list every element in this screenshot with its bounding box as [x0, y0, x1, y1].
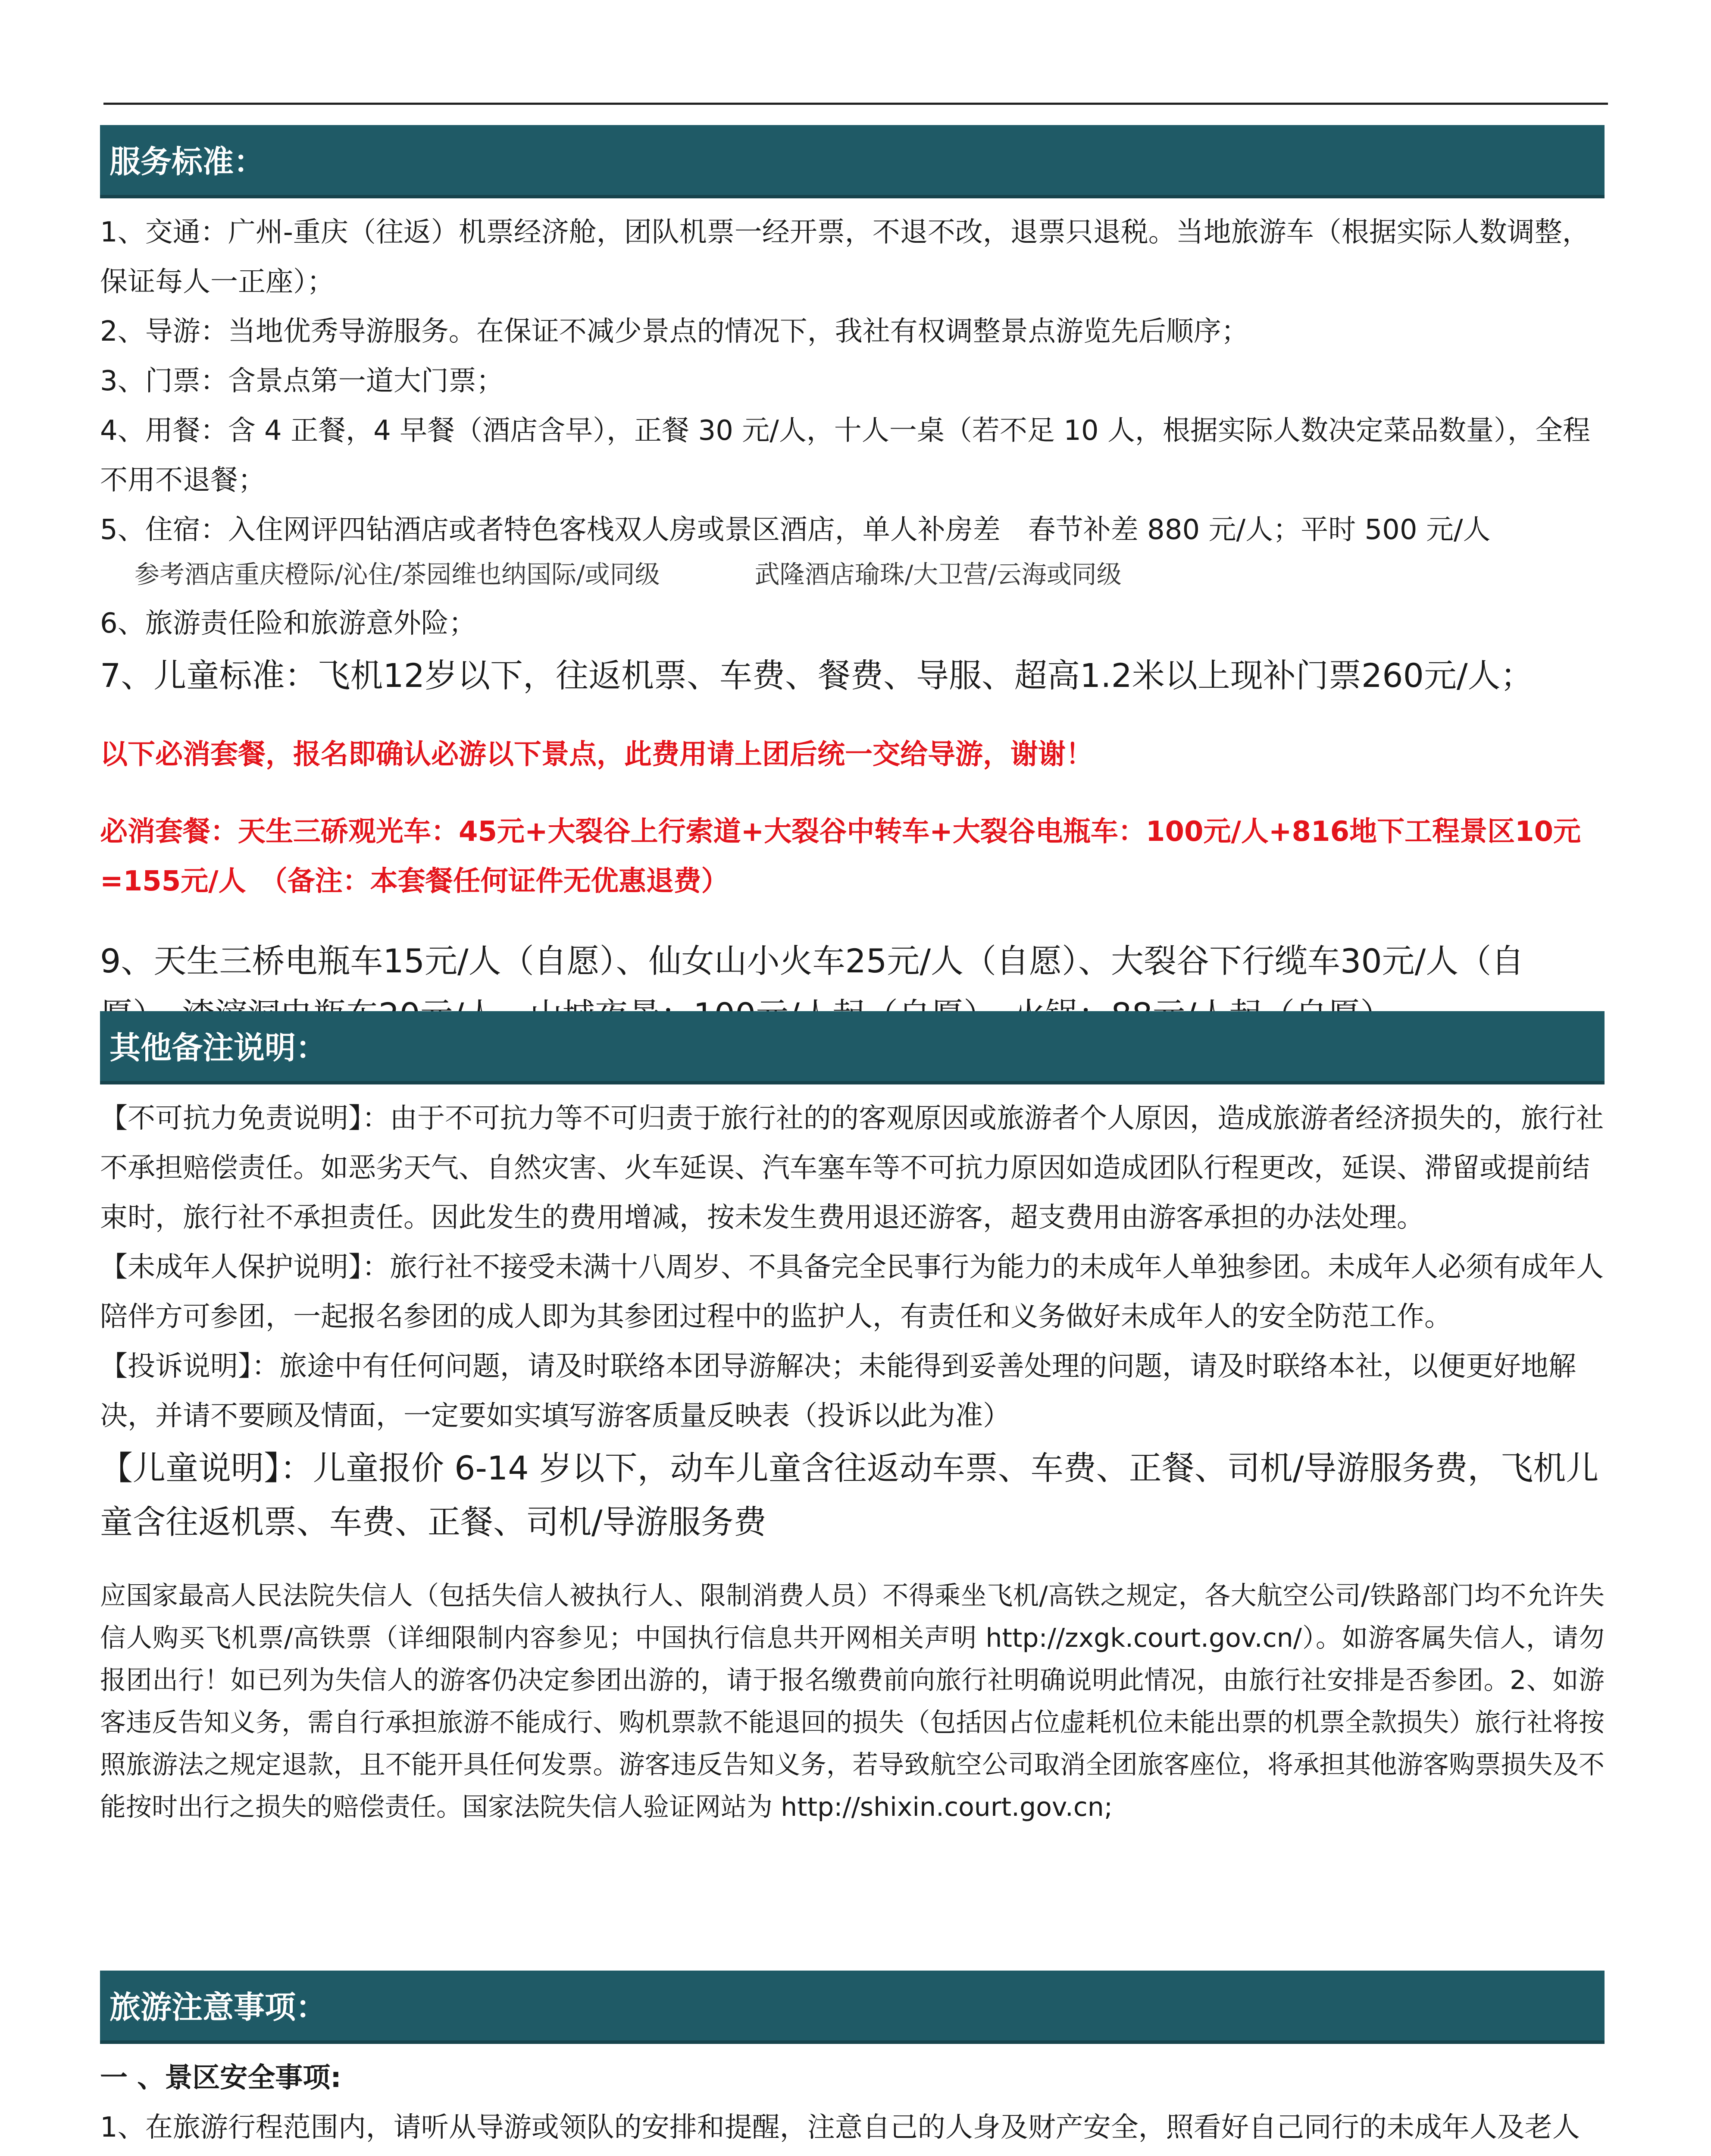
note-minor-protection: 【未成年人保护说明】：旅行社不接受未满十八周岁、不具备完全民事行为能力的未成年人单独参团。未成年人必须有成年人陪伴方可参团，一起报名参团的成人即为其参团过程中的监护人，有责任和义务做好未成年人的安全防范工作。 — [100, 1251, 1604, 1333]
service-item-transport: 1、交通：广州-重庆（往返）机票经济舱，团队机票一经开票，不退不改，退票只退税。当地旅游车（根据实际人数调整，保证每人一正座）； — [100, 216, 1590, 298]
service-standards-header: 服务标准： — [100, 125, 1605, 198]
scenic-safety-subhead: 一 、景区安全事项: — [100, 2062, 341, 2094]
travel-notes-header: 旅游注意事项： — [100, 1971, 1605, 2044]
travel-notes-section — [100, 1971, 1605, 2156]
service-item-tickets: 3、门票：含景点第一道大门票； — [100, 365, 504, 397]
top-rule — [103, 103, 1608, 105]
service-item-optional: 9、天生三桥电瓶车15元/人（自愿）、仙女山小火车25元/人（自愿）、大裂谷下行缆车30元/人（自 — [100, 942, 1524, 980]
note-dishonest-persons: 应国家最高人民法院失信人（包括失信人被执行人、限制消费人员）不得乘坐飞机/高铁之规定，各大航空公司/铁路部门均不允许失信人购买飞机票/高铁票（详细限制内容参见；中国执行信息共开网相关声明 http://zxgk.court.gov.cn/）。如游客属失信人，请勿报团出行！如已列为失信人的游客仍决定参团出游的，请于报名缴费前向旅行社明确说明此情况，由旅行社安排是否参团。2、如游客违反告知义务，需自行承担旅游不能成行、购机票款不能退回的损失（包括因占位虚耗机位未能出票的机票全款损失）旅行社将按照旅游法之规定退款，且不能开具任何发票。游客违反告知义务，若导致航空公司取消全团旅客座位，将承担其他游客购票损失及不能按时出行之损失的赔偿责任。国家法院失信人验证网站为 http://shixin.court.gov.cn; — [100, 1581, 1605, 1822]
note-complaint: 【投诉说明】：旅途中有任何问题，请及时联络本团导游解决；未能得到妥善处理的问题，请及时联络本社，以便更好地解决，并请不要顾及情面，一定要如实填写游客质量反映表（投诉以此为准） — [100, 1351, 1576, 1432]
mandatory-package-detail: 必消套餐：天生三硚观光车：45元+大裂谷上行索道+大裂谷中转车+大裂谷电瓶车：100元/人+816地下工程景区10元=155元/人 （备注：本套餐任何证件无优惠退费） — [100, 816, 1581, 897]
service-item-meals: 4、用餐：含 4 正餐，4 早餐（酒店含早），正餐 30 元/人，十人一桌（若不足 10 人，根据实际人数决定菜品数量），全程不用不退餐； — [100, 415, 1590, 496]
service-item-insurance: 6、旅游责任险和旅游意外险； — [100, 608, 476, 639]
other-notes-section — [100, 1011, 1605, 1854]
note-force-majeure: 【不可抗力免责说明】：由于不可抗力等不可归责于旅行社的的客观原因或旅游者个人原因，造成旅游者经济损失的，旅行社不承担赔偿责任。如恶劣天气、自然灾害、火车延误、汽车塞车等不可抗力原因如造成团队行程更改，延误、滞留或提前结束时，旅行社不承担责任。因此发生的费用增减，按未发生费用退还游客，超支费用由游客承担的办法处理。 — [100, 1103, 1604, 1234]
service-item-lodging: 5、住宿：入住网评四钻酒店或者特色客栈双人房或景区酒店，单人补房差 春节补差 880 元/人；平时 500 元/人 — [100, 514, 1491, 546]
service-item-guide: 2、导游：当地优秀导游服务。在保证不减少景点的情况下，我社有权调整景点游览先后顺序； — [100, 316, 1249, 348]
service-standards-section — [100, 125, 1605, 1042]
note-child: 【儿童说明】：儿童报价 6-14 岁以下，动车儿童含往返动车票、车费、正餐、司机/导游服务费，飞机儿童含往返机票、车费、正餐、司机/导游服务费 — [100, 1449, 1599, 1541]
scenic-safety-item-1: 1、在旅游行程范围内，请听从导游或领队的安排和提醒，注意自己的人身及财产安全，照看好自己同行的未成年人及老人 — [100, 2112, 1580, 2143]
hotel-ref-chongqing: 参考酒店重庆橙际/沁住/茶园维也纳国际/或同级 — [135, 560, 660, 589]
hotel-reference — [100, 555, 1605, 594]
mandatory-package-notice: 以下必消套餐，报名即确认必游以下景点，此费用请上团后统一交给导游，谢谢！ — [100, 739, 1093, 771]
service-item-child-standard: 7、儿童标准：飞机12岁以下，往返机票、车费、餐费、导服、超高1.2米以上现补门票260元/人； — [100, 656, 1533, 695]
hotel-ref-wulong: 武隆酒店瑜珠/大卫营/云海或同级 — [754, 560, 1122, 589]
other-notes-header: 其他备注说明： — [100, 1011, 1605, 1084]
